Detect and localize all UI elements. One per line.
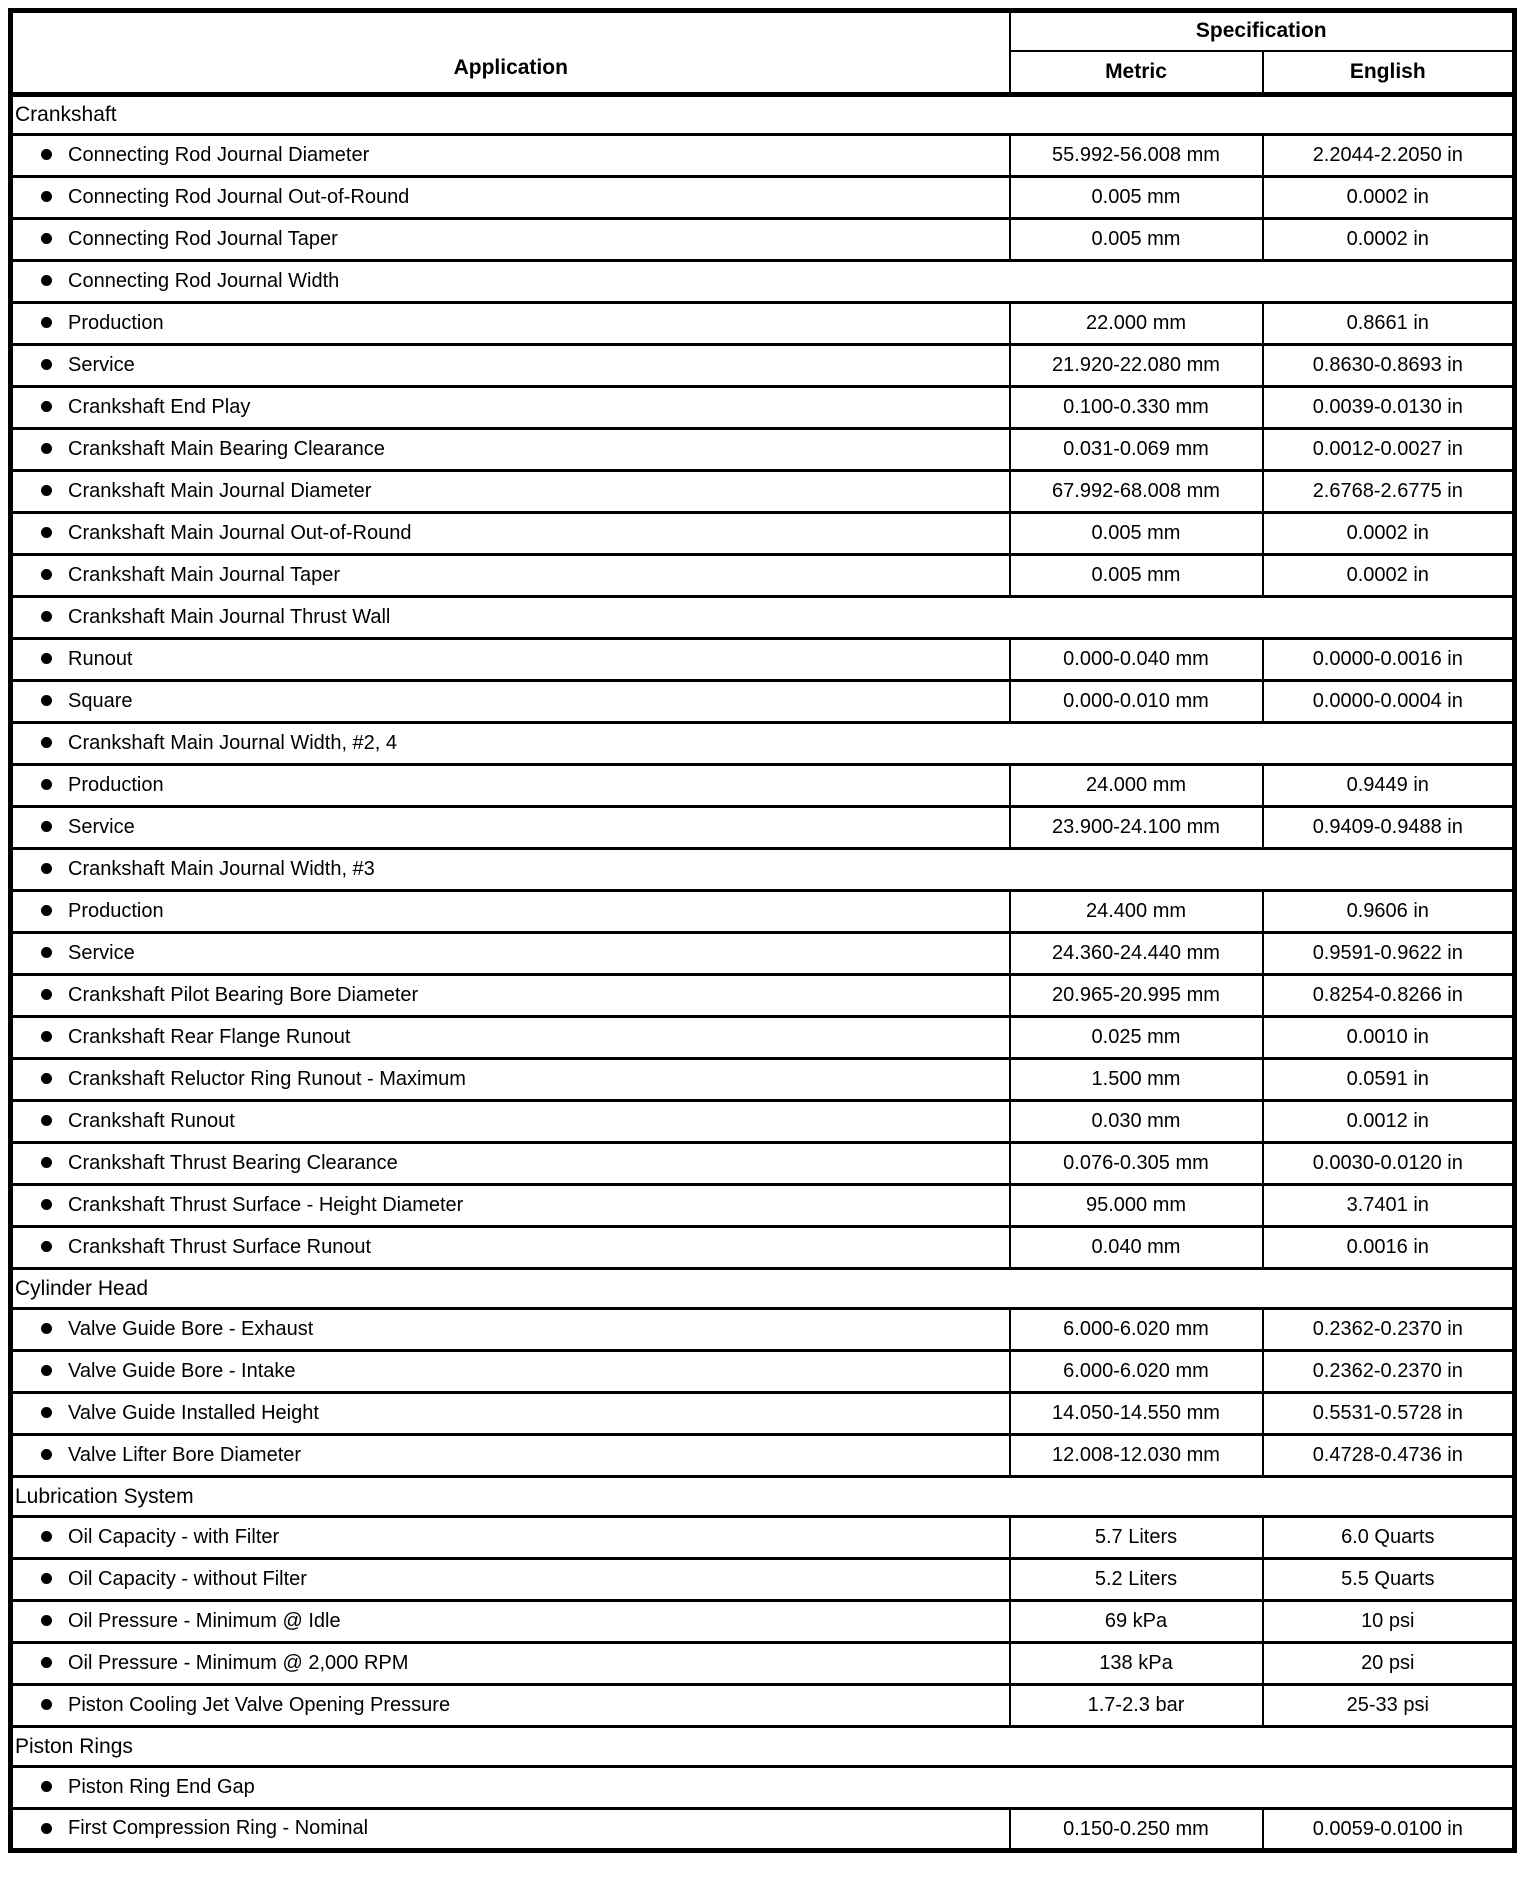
metric-value: 1.500 mm — [1010, 1059, 1263, 1101]
application-label: Crankshaft Main Journal Thrust Wall — [68, 606, 391, 629]
metric-value: 0.000-0.040 mm — [1010, 639, 1263, 681]
application-cell — [11, 303, 1010, 345]
table-row — [11, 975, 1515, 1017]
application-cell — [11, 1685, 1010, 1727]
metric-value: 55.992-56.008 mm — [1010, 135, 1263, 177]
english-value: 10 psi — [1263, 1601, 1515, 1643]
application-cell — [11, 1517, 1010, 1559]
bullet-icon — [41, 317, 52, 328]
metric-value: 0.005 mm — [1010, 555, 1263, 597]
application-label: Crankshaft Thrust Bearing Clearance — [68, 1152, 398, 1175]
bullet-icon — [41, 1573, 52, 1584]
metric-value: 69 kPa — [1010, 1601, 1263, 1643]
application-label: Production — [68, 900, 164, 923]
metric-value: 14.050-14.550 mm — [1010, 1393, 1263, 1435]
english-value: 3.7401 in — [1263, 1185, 1515, 1227]
table-row — [11, 891, 1515, 933]
metric-value: 21.920-22.080 mm — [1010, 345, 1263, 387]
table-row — [11, 471, 1515, 513]
bullet-icon — [41, 611, 52, 622]
application-cell — [11, 1059, 1010, 1101]
bullet-icon — [41, 233, 52, 244]
metric-value: 5.2 Liters — [1010, 1559, 1263, 1601]
application-label: Piston Ring End Gap — [68, 1776, 255, 1799]
metric-value: 67.992-68.008 mm — [1010, 471, 1263, 513]
application-label: Valve Guide Installed Height — [68, 1402, 319, 1425]
section-header-row — [11, 95, 1515, 135]
section-header-row — [11, 1727, 1515, 1767]
application-label: Crankshaft Pilot Bearing Bore Diameter — [68, 984, 419, 1007]
application-label: Oil Capacity - without Filter — [68, 1568, 307, 1591]
application-label: Crankshaft Thrust Surface Runout — [68, 1236, 372, 1259]
application-label: Square — [68, 690, 133, 713]
table-row — [11, 387, 1515, 429]
bullet-icon — [41, 1531, 52, 1542]
application-cell — [11, 177, 1010, 219]
section-header-row — [11, 1269, 1515, 1309]
application-cell — [11, 891, 1010, 933]
application-label: Service — [68, 942, 135, 965]
metric-value: 24.360-24.440 mm — [1010, 933, 1263, 975]
application-cell — [11, 1351, 1010, 1393]
bullet-icon — [41, 1407, 52, 1418]
application-label: Piston Cooling Jet Valve Opening Pressure — [68, 1694, 451, 1717]
application-cell — [11, 849, 1515, 891]
bullet-icon — [41, 1115, 52, 1126]
english-column-header: English — [1263, 51, 1515, 95]
section-title: Lubrication System — [11, 1477, 1515, 1517]
application-label: Crankshaft Reluctor Ring Runout - Maximum — [68, 1068, 466, 1091]
application-label: Runout — [68, 648, 133, 671]
english-value: 0.2362-0.2370 in — [1263, 1351, 1515, 1393]
table-header — [11, 11, 1515, 95]
metric-value: 6.000-6.020 mm — [1010, 1351, 1263, 1393]
application-label: Connecting Rod Journal Diameter — [68, 144, 370, 167]
table-row — [11, 1601, 1515, 1643]
bullet-icon — [41, 359, 52, 370]
application-label: Crankshaft Main Journal Width, #2, 4 — [68, 732, 398, 755]
application-cell — [11, 1185, 1010, 1227]
specification-document — [8, 8, 1512, 1853]
application-column-header: Application — [11, 11, 1010, 95]
metric-value: 24.000 mm — [1010, 765, 1263, 807]
table-row — [11, 1101, 1515, 1143]
english-value: 0.9591-0.9622 in — [1263, 933, 1515, 975]
application-cell — [11, 387, 1010, 429]
english-value: 0.9449 in — [1263, 765, 1515, 807]
application-cell — [11, 1559, 1010, 1601]
specification-column-group-header: Specification — [1010, 11, 1515, 51]
bullet-icon — [41, 1657, 52, 1668]
engine-specification-table — [8, 8, 1517, 1853]
table-row — [11, 555, 1515, 597]
metric-value: 5.7 Liters — [1010, 1517, 1263, 1559]
table-row — [11, 765, 1515, 807]
metric-value: 0.025 mm — [1010, 1017, 1263, 1059]
table-row — [11, 1809, 1515, 1851]
english-value: 5.5 Quarts — [1263, 1559, 1515, 1601]
english-value: 25-33 psi — [1263, 1685, 1515, 1727]
application-cell — [11, 597, 1515, 639]
metric-value: 95.000 mm — [1010, 1185, 1263, 1227]
english-value: 0.8254-0.8266 in — [1263, 975, 1515, 1017]
metric-value: 0.030 mm — [1010, 1101, 1263, 1143]
bullet-icon — [41, 191, 52, 202]
english-value: 2.2044-2.2050 in — [1263, 135, 1515, 177]
bullet-icon — [41, 905, 52, 916]
table-row — [11, 261, 1515, 303]
english-value: 0.9606 in — [1263, 891, 1515, 933]
application-cell — [11, 1435, 1010, 1477]
metric-value: 1.7-2.3 bar — [1010, 1685, 1263, 1727]
bullet-icon — [41, 275, 52, 286]
bullet-icon — [41, 1781, 52, 1792]
table-row — [11, 849, 1515, 891]
spec-table-body — [11, 95, 1515, 1851]
application-cell — [11, 261, 1515, 303]
table-row — [11, 639, 1515, 681]
english-value: 0.9409-0.9488 in — [1263, 807, 1515, 849]
application-cell — [11, 1017, 1010, 1059]
application-cell — [11, 1767, 1515, 1809]
english-value: 0.0030-0.0120 in — [1263, 1143, 1515, 1185]
table-row — [11, 303, 1515, 345]
english-value: 2.6768-2.6775 in — [1263, 471, 1515, 513]
table-row — [11, 513, 1515, 555]
application-label: Crankshaft Rear Flange Runout — [68, 1026, 351, 1049]
application-cell — [11, 1809, 1010, 1851]
metric-value: 0.100-0.330 mm — [1010, 387, 1263, 429]
english-value: 0.0002 in — [1263, 219, 1515, 261]
bullet-icon — [41, 695, 52, 706]
english-value: 0.0016 in — [1263, 1227, 1515, 1269]
section-title: Cylinder Head — [11, 1269, 1515, 1309]
application-cell — [11, 933, 1010, 975]
english-value: 20 psi — [1263, 1643, 1515, 1685]
application-cell — [11, 555, 1010, 597]
table-row — [11, 177, 1515, 219]
metric-column-header: Metric — [1010, 51, 1263, 95]
application-label: Production — [68, 312, 164, 335]
table-row — [11, 1059, 1515, 1101]
application-cell — [11, 1643, 1010, 1685]
metric-value: 0.076-0.305 mm — [1010, 1143, 1263, 1185]
bullet-icon — [41, 1823, 52, 1834]
table-row — [11, 1685, 1515, 1727]
table-row — [11, 1517, 1515, 1559]
application-cell — [11, 1143, 1010, 1185]
application-label: Crankshaft Thrust Surface - Height Diameter — [68, 1194, 464, 1217]
bullet-icon — [41, 569, 52, 580]
table-row — [11, 1767, 1515, 1809]
table-row — [11, 597, 1515, 639]
english-value: 0.5531-0.5728 in — [1263, 1393, 1515, 1435]
bullet-icon — [41, 149, 52, 160]
metric-value: 20.965-20.995 mm — [1010, 975, 1263, 1017]
application-label: Crankshaft Main Journal Taper — [68, 564, 340, 587]
english-value: 0.0010 in — [1263, 1017, 1515, 1059]
section-title: Crankshaft — [11, 95, 1515, 135]
english-value: 0.0000-0.0004 in — [1263, 681, 1515, 723]
bullet-icon — [41, 1157, 52, 1168]
bullet-icon — [41, 1241, 52, 1252]
application-label: Crankshaft Main Bearing Clearance — [68, 438, 385, 461]
table-row — [11, 1643, 1515, 1685]
table-row — [11, 1143, 1515, 1185]
application-cell — [11, 1309, 1010, 1351]
table-row — [11, 219, 1515, 261]
application-label: Production — [68, 774, 164, 797]
bullet-icon — [41, 863, 52, 874]
application-cell — [11, 471, 1010, 513]
bullet-icon — [41, 737, 52, 748]
english-value: 0.0002 in — [1263, 513, 1515, 555]
application-label: Crankshaft Main Journal Diameter — [68, 480, 372, 503]
application-label: Valve Guide Bore - Intake — [68, 1360, 296, 1383]
application-cell — [11, 1227, 1010, 1269]
bullet-icon — [41, 1323, 52, 1334]
english-value: 6.0 Quarts — [1263, 1517, 1515, 1559]
metric-value: 24.400 mm — [1010, 891, 1263, 933]
application-cell — [11, 135, 1010, 177]
application-label: Oil Pressure - Minimum @ 2,000 RPM — [68, 1652, 409, 1675]
metric-value: 0.005 mm — [1010, 177, 1263, 219]
table-row — [11, 1559, 1515, 1601]
metric-value: 0.005 mm — [1010, 513, 1263, 555]
application-label: Service — [68, 816, 135, 839]
table-row — [11, 345, 1515, 387]
table-row — [11, 429, 1515, 471]
metric-value: 12.008-12.030 mm — [1010, 1435, 1263, 1477]
english-value: 0.2362-0.2370 in — [1263, 1309, 1515, 1351]
bullet-icon — [41, 653, 52, 664]
english-value: 0.0012 in — [1263, 1101, 1515, 1143]
english-value: 0.0591 in — [1263, 1059, 1515, 1101]
english-value: 0.4728-0.4736 in — [1263, 1435, 1515, 1477]
table-row — [11, 723, 1515, 765]
application-label: Crankshaft Main Journal Width, #3 — [68, 858, 375, 881]
application-cell — [11, 513, 1010, 555]
application-cell — [11, 807, 1010, 849]
metric-value: 0.040 mm — [1010, 1227, 1263, 1269]
application-cell — [11, 639, 1010, 681]
metric-value: 0.031-0.069 mm — [1010, 429, 1263, 471]
table-row — [11, 1185, 1515, 1227]
bullet-icon — [41, 1073, 52, 1084]
english-value: 0.0002 in — [1263, 177, 1515, 219]
bullet-icon — [41, 1449, 52, 1460]
bullet-icon — [41, 1615, 52, 1626]
application-cell — [11, 1601, 1010, 1643]
metric-value: 23.900-24.100 mm — [1010, 807, 1263, 849]
application-label: Oil Pressure - Minimum @ Idle — [68, 1610, 341, 1633]
bullet-icon — [41, 821, 52, 832]
bullet-icon — [41, 779, 52, 790]
table-row — [11, 933, 1515, 975]
metric-value: 22.000 mm — [1010, 303, 1263, 345]
bullet-icon — [41, 1031, 52, 1042]
table-row — [11, 135, 1515, 177]
table-row — [11, 681, 1515, 723]
metric-value: 0.000-0.010 mm — [1010, 681, 1263, 723]
table-row — [11, 1227, 1515, 1269]
application-cell — [11, 1393, 1010, 1435]
english-value: 0.0000-0.0016 in — [1263, 639, 1515, 681]
metric-value: 6.000-6.020 mm — [1010, 1309, 1263, 1351]
application-label: Connecting Rod Journal Width — [68, 270, 340, 293]
table-row — [11, 1351, 1515, 1393]
application-label: Crankshaft Runout — [68, 1110, 235, 1133]
header-row-specification — [11, 11, 1515, 51]
bullet-icon — [41, 401, 52, 412]
application-cell — [11, 681, 1010, 723]
application-cell — [11, 765, 1010, 807]
application-label: Valve Lifter Bore Diameter — [68, 1444, 302, 1467]
bullet-icon — [41, 1699, 52, 1710]
application-label: Service — [68, 354, 135, 377]
application-cell — [11, 219, 1010, 261]
table-row — [11, 1393, 1515, 1435]
english-value: 0.0002 in — [1263, 555, 1515, 597]
english-value: 0.0039-0.0130 in — [1263, 387, 1515, 429]
english-value: 0.0012-0.0027 in — [1263, 429, 1515, 471]
application-label: Valve Guide Bore - Exhaust — [68, 1318, 314, 1341]
bullet-icon — [41, 1365, 52, 1376]
table-row — [11, 807, 1515, 849]
section-title: Piston Rings — [11, 1727, 1515, 1767]
english-value: 0.0059-0.0100 in — [1263, 1809, 1515, 1851]
application-cell — [11, 975, 1010, 1017]
application-cell — [11, 345, 1010, 387]
application-label: First Compression Ring - Nominal — [68, 1817, 369, 1840]
english-value: 0.8630-0.8693 in — [1263, 345, 1515, 387]
application-cell — [11, 723, 1515, 765]
table-row — [11, 1435, 1515, 1477]
bullet-icon — [41, 989, 52, 1000]
application-label: Connecting Rod Journal Out-of-Round — [68, 186, 410, 209]
application-cell — [11, 429, 1010, 471]
application-cell — [11, 1101, 1010, 1143]
bullet-icon — [41, 443, 52, 454]
english-value: 0.8661 in — [1263, 303, 1515, 345]
bullet-icon — [41, 485, 52, 496]
bullet-icon — [41, 1199, 52, 1210]
metric-value: 0.005 mm — [1010, 219, 1263, 261]
application-label: Crankshaft Main Journal Out-of-Round — [68, 522, 412, 545]
section-header-row — [11, 1477, 1515, 1517]
metric-value: 138 kPa — [1010, 1643, 1263, 1685]
application-label: Crankshaft End Play — [68, 396, 251, 419]
bullet-icon — [41, 947, 52, 958]
table-row — [11, 1309, 1515, 1351]
application-label: Connecting Rod Journal Taper — [68, 228, 338, 251]
table-row — [11, 1017, 1515, 1059]
metric-value: 0.150-0.250 mm — [1010, 1809, 1263, 1851]
bullet-icon — [41, 527, 52, 538]
application-label: Oil Capacity - with Filter — [68, 1526, 280, 1549]
